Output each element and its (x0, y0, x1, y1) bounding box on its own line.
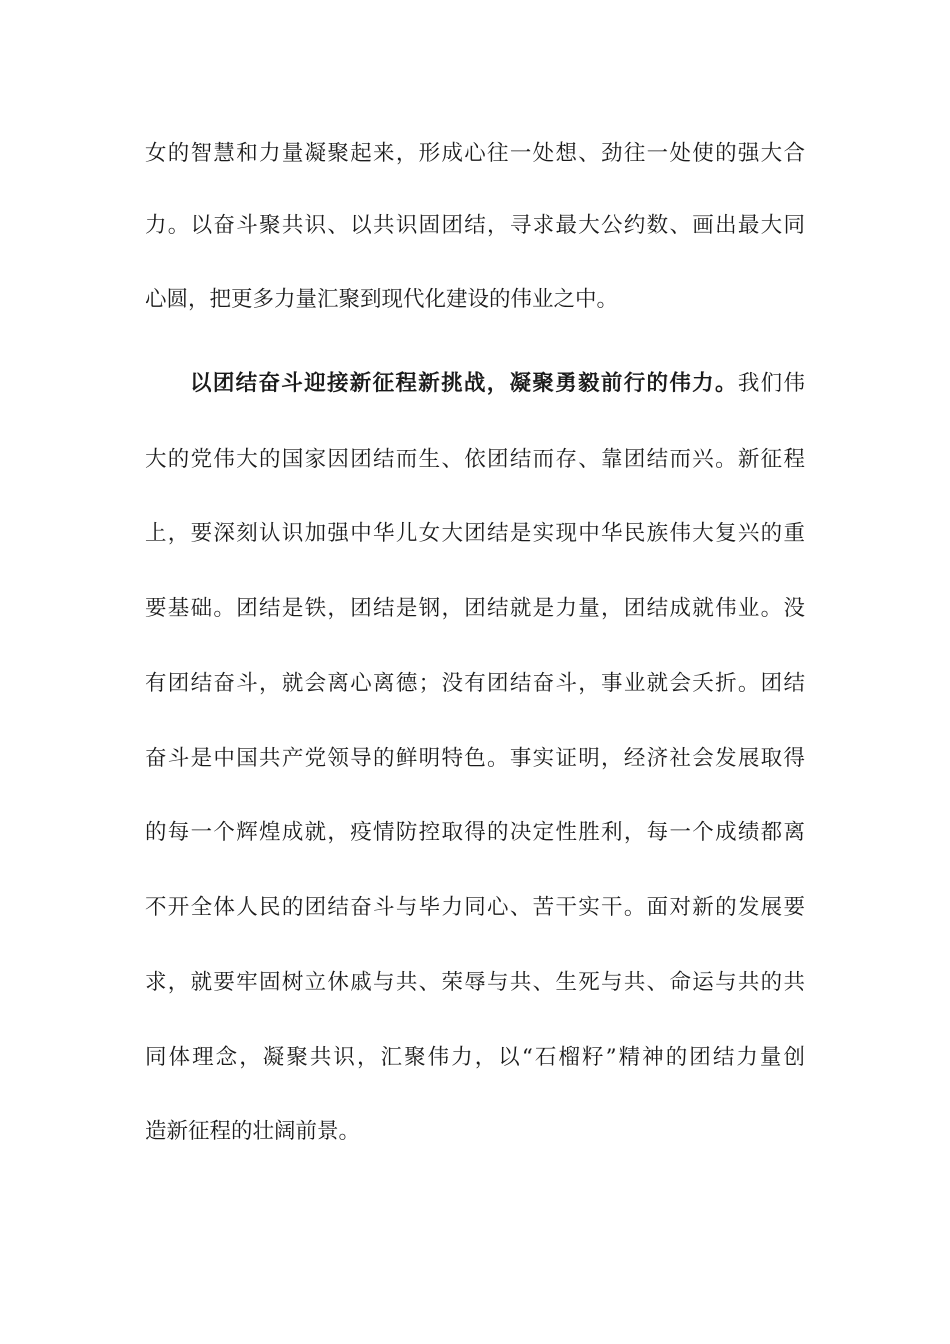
paragraph-1-line-1: 女的智慧和力量凝聚起来，形成心往一处想、劲往一处使的强大合 (145, 141, 805, 166)
paragraph-2-line-2: 大的党伟大的国家因团结而生、依团结而存、靠团结而兴。新征程 (145, 447, 805, 472)
paragraph-2-heading: 以团结奋斗迎接新征程新挑战，凝聚勇毅前行的伟力。 (190, 371, 738, 396)
paragraph-1-line-3: 心圆，把更多力量汇聚到现代化建设的伟业之中。 (145, 287, 619, 312)
paragraph-2-line-4: 要基础。团结是铁，团结是钢，团结就是力量，团结成就伟业。没 (145, 596, 805, 621)
paragraph-2-line-9: 求，就要牢固树立休戚与共、荣辱与共、生死与共、命运与共的共 (145, 970, 805, 995)
paragraph-2-line-8: 不开全体人民的团结奋斗与毕力同心、苦干实干。面对新的发展要 (145, 895, 805, 920)
paragraph-2-line-7: 的每一个辉煌成就，疫情防控取得的决定性胜利，每一个成绩都离 (145, 820, 805, 845)
paragraph-2-line-3: 上，要深刻认识加强中华儿女大团结是实现中华民族伟大复兴的重 (145, 521, 805, 546)
paragraph-2-line-11: 造新征程的壮阔前景。 (145, 1119, 361, 1144)
paragraph-2-line-10: 同体理念，凝聚共识，汇聚伟力，以“石榴籽”精神的团结力量创 (145, 1045, 805, 1070)
paragraph-2-line-5: 有团结奋斗，就会离心离德；没有团结奋斗，事业就会夭折。团结 (145, 671, 805, 696)
paragraph-1-line-2: 力。以奋斗聚共识、以共识固团结，寻求最大公约数、画出最大同 (145, 213, 805, 238)
paragraph-2-line-1 (190, 364, 805, 404)
paragraph-2-line-6: 奋斗是中国共产党领导的鲜明特色。事实证明，经济社会发展取得 (145, 746, 805, 771)
paragraph-2-first-line-rest: 我们伟 (737, 371, 805, 396)
